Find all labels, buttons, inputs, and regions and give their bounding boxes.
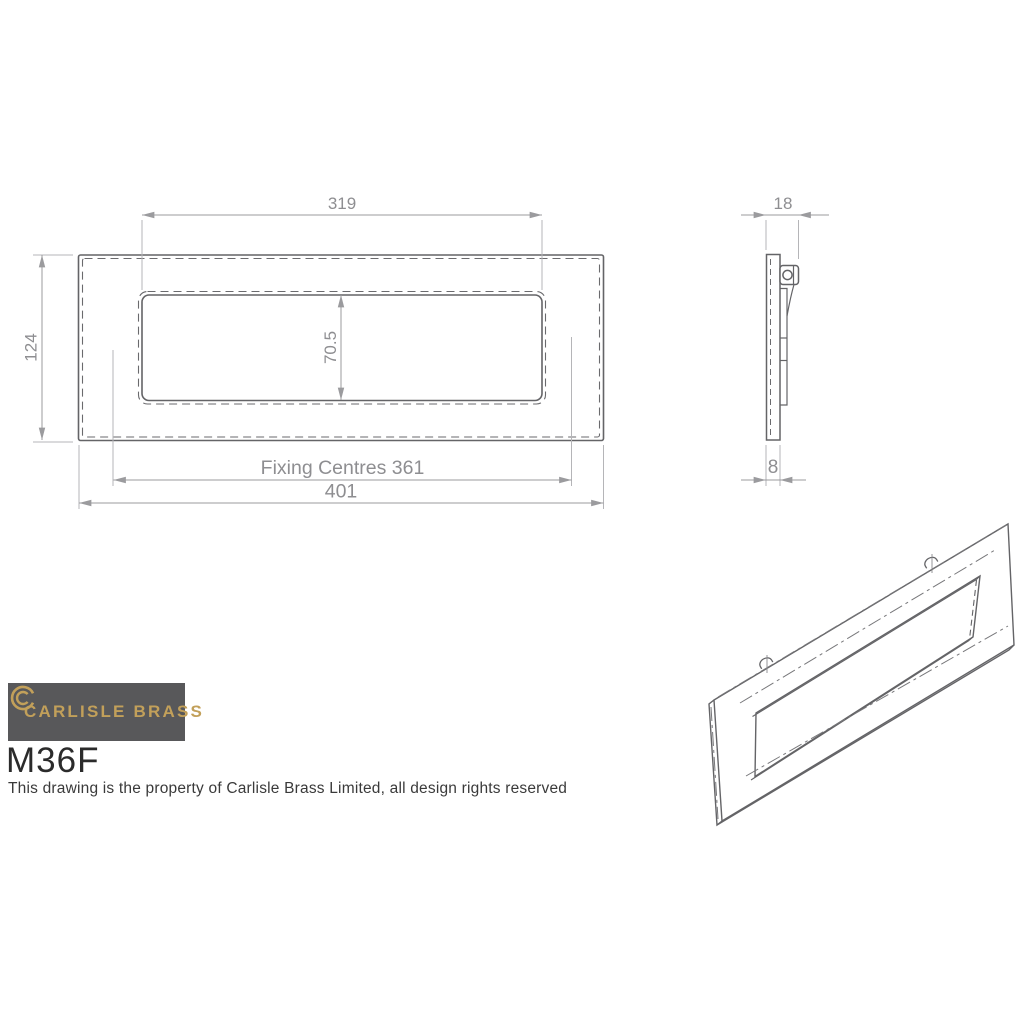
iso-plate-face [714, 524, 1014, 821]
front-view [22, 194, 604, 509]
dim-side-thickness: 8 [767, 457, 779, 478]
disclaimer-text: This drawing is the property of Carlisle Brass Limited, all design rights reserved [8, 780, 568, 797]
dim-plate-width: 401 [324, 480, 358, 503]
dim-fixing-centres: Fixing Centres 361 [260, 457, 425, 479]
side-view [741, 194, 829, 486]
dim-aperture-height: 70.5 [321, 330, 340, 365]
brand-logo [8, 683, 205, 741]
dim-side-depth: 18 [773, 194, 793, 213]
side-flap [780, 266, 794, 405]
front-aperture-outline [142, 295, 542, 401]
brand-name: CARLISLE BRASS [24, 702, 205, 721]
dim-plate-height: 124 [21, 333, 41, 362]
product-code: M36F [6, 741, 100, 780]
isometric-view [709, 524, 1014, 825]
side-plate-outline [767, 255, 781, 441]
carlisle-brass-mark-icon [8, 683, 38, 713]
side-dimension-lines [741, 215, 829, 480]
dim-aperture-width: 319 [327, 194, 357, 213]
